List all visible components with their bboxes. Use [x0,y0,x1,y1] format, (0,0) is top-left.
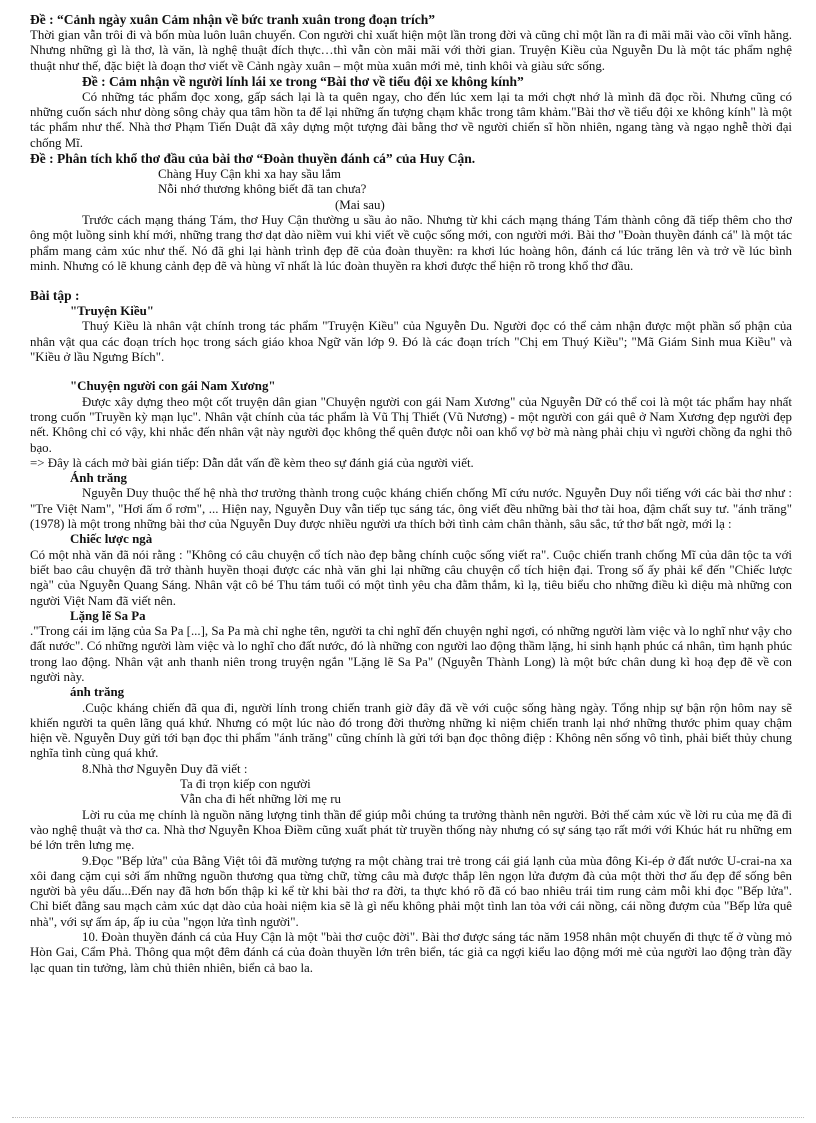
verse-line-1: Chàng Huy Cận khi xa hay sầu lắm [158,167,341,182]
paragraph-anh-trang-2: .Cuộc kháng chiến đã qua đi, người lính trong chiến tranh giờ đây đã về với cuộc sống hàng ngày. Tổng nhịp sự bận rộn hôm nay sẽ khiến người ta quên lãng quá khứ. Nhưng có một lúc nào đó trong đời thường những kỉ niệm chiến tranh lại nhớ những thước phim quay chậm hiện về. Nguyễn Duy gửi tới bạn đọc thi phẩm "ánh trăng" cũng chính là gửi tới bạn đọc thông điệp : Không nên sống vô tình, phải biết thủy chung nghĩa tình cùng quá khứ. [30,700,792,761]
subheading-nam-xuong: "Chuyện người con gái Nam Xương" [70,379,276,394]
paragraph-nam-xuong: Được xây dựng theo một cốt truyện dân gian "Chuyện người con gái Nam Xương" của Nguyễn Dữ có thể coi là một tác phẩm hay nhất trong cuốn "Truyền kỳ mạn lục". Nhân vật chính của tác phẩm là Vũ Thị Thiết (Vũ Nương) - một người con gái quê ở Nam Xương đẹp người đẹp nết. Không chỉ có vậy, khi nhắc đến nhân vật này người đọc không thể quên được nỗi oan khổ vợ bờ mà nàng phải chịu vì người chồng đa nghi thô bạo. [30,394,792,455]
essay-title-canh-ngay-xuan: Đề : “Cảnh ngày xuân Cảm nhận về bức tranh xuân trong đoạn trích” [30,12,436,27]
paragraph-truyen-kieu: Thuý Kiều là nhân vật chính trong tác phẩm "Truyện Kiều" của Nguyễn Du. Người đọc có thể cảm nhận được một phần số phận của nhân vật qua các đoạn trích học trong sách giáo khoa Ngữ văn lớp 9. Đó là các đoạn trích "Chị em Thuý Kiều"; "Mã Giám Sinh mua Kiều" và "Kiều ở lầu Ngưng Bích". [30,319,792,365]
paragraph-doan-thuyen: Trước cách mạng tháng Tám, thơ Huy Cận thường u sầu ảo não. Nhưng từ khi cách mạng tháng Tám thành công đã tiếp thêm cho thơ ông một luồng sinh khí mới, những trang thơ dạt dào niềm vui khi viết về cuộc sống mới, con người mới. Bài thơ "Đoàn thuyền đánh cá" là một tác phẩm mang cảm xúc như thế. Nó đã ghi lại hành trình đẹp đẽ của đoàn thuyền: ra khơi lúc hoàng hôn, đánh cá lúc trăng lên và trở về lúc bình minh. Nhưng có lẽ khung cảnh đẹp đẽ và hùng vĩ nhất là lúc đoàn thuyền ra khơi được thể hiện rõ trong khổ thơ đầu. [30,212,792,273]
document-page [30,12,792,976]
paragraph-tieu-doi-xe: Có những tác phẩm đọc xong, gấp sách lại là ta quên ngay, cho đến lúc xem lại ta mới chợt nhớ là mình đã đọc rồi. Nhưng cũng có những cuốn sách như dòng sông chảy qua tâm hồn ta để lại những ấn tượng chạm khắc trong tâm khảm."Bài thơ về tiểu đội xe không kính" là một tác phẩm như thế. Nhà thơ Phạm Tiến Duật đã xây dựng một tượng đài bằng thơ về người chiến sĩ hồn nhiên, ngang tàng và ngạo nghễ thời đại chống Mĩ. [30,89,792,150]
exercise-heading: Bài tập : [30,288,80,304]
subheading-chiec-luoc-nga: Chiếc lược ngà [70,532,153,547]
paragraph-canh-ngay-xuan: Thời gian vẫn trôi đi và bốn mùa luôn luân chuyển. Con người chỉ xuất hiện một lần trong đời và cũng chỉ một lần ra đi mãi mãi vào cõi vĩnh hằng. Nhưng những gì là thơ, là văn, là nghệ thuật đích thực…thì vẫn còn mãi mãi với thời gian. Truyện Kiều của Nguyễn Du là một tác phẩm nghệ thuật như thế, đặc biệt là đoạn thơ viết về Cảnh ngày xuân – một mùa xuân mới mẻ, tinh khôi và giàu sức sống. [30,28,792,73]
essay-title-tieu-doi-xe: Đề : Cảm nhận về người lính lái xe trong “Bài thơ về tiểu đội xe không kính” [82,73,524,89]
verse-line-2: Nỗi nhớ thương không biết đã tan chưa? [158,182,367,197]
paragraph-chiec-luoc-nga: Có một nhà văn đã nói rằng : "Không có câu chuyện cổ tích nào đẹp bằng chính cuộc sống viết ra". Cuộc chiến tranh chống Mĩ của dân tộc ta với biết bao câu chuyện đã trở thành huyền thoại được các nhà văn ghi lại những câu chuyện cổ tích hiện đại. Trong số ấy phải kể đến "Chiếc lược ngà" của Nguyễn Quang Sáng. Nhân vật cô bé Thu tám tuổi có một tình yêu cha đằm thắm, kì lạ, tiêu biểu cho những điều kì diệu mà những con người Việt Nam đã viết nên. [30,547,792,608]
subheading-anh-trang: Ánh trăng [70,471,127,486]
item-8-verse-1: Ta đi trọn kiếp con người [180,777,311,792]
subheading-lang-le-sa-pa: Lặng lẽ Sa Pa [70,608,146,623]
paragraph-anh-trang: Nguyễn Duy thuộc thế hệ nhà thơ trưởng thành trong cuộc kháng chiến chống Mĩ cứu nước. Nguyễn Duy nổi tiếng với các bài thơ như : "Tre Việt Nam", "Hơi ấm ổ rơm", ... Hiện nay, Nguyễn Duy vẫn tiếp tục sáng tác, ông viết đều những bài thơ tài hoa, đậm chất suy tư. "ánh trăng" (1978) là một trong những bài thơ của Nguyễn Duy được nhiều người ưa thích bởi tình cảm chân thành, sâu sắc, tứ thơ bất ngờ, mới lạ : [30,486,792,532]
essay-title-doan-thuyen: Đề : Phân tích khổ thơ đầu của bài thơ “Đoàn thuyền đánh cá” của Huy Cận. [30,151,476,167]
note-mo-bai: => Đây là cách mở bài gián tiếp: Dẫn dắt vấn đề kèm theo sự đánh giá của người viết. [30,455,474,470]
paragraph-lang-le-sa-pa: ."Trong cái im lặng của Sa Pa [...], Sa Pa mà chỉ nghe tên, người ta chỉ nghĩ đến chuyện nghỉ ngơi, có những người làm việc và lo nghĩ như vậy cho đất nước". Có những người làm việc và lo nghĩ cho đất nước, đó là những con người lao động thầm lặng, hi sinh hạnh phúc cá nhân, tìm hạnh phúc trong lao động. Nhân vật anh thanh niên trong truyện ngắn "Lặng lẽ Sa Pa" (Nguyễn Thành Long) là một bức chân dung kì hoạ đẹp đẽ về con người này. [30,624,792,684]
page-bottom-rule [12,1117,804,1118]
paragraph-item-10: 10. Đoàn thuyền đánh cá của Huy Cận là một "bài thơ cuộc đời". Bài thơ được sáng tác năm 1958 nhân một chuyến đi thực tế ở vùng mỏ Hòn Gai, Cẩm Phả. Thông qua một đêm đánh cá của đoàn thuyền lớn trên biển, tác giả ca ngợi kiểu lao động mới mẻ của người lao động tràn đầy lạc quan tin tưởng, làm chủ thiên nhiên, biển cả bao la. [30,930,792,975]
item-8-heading: 8.Nhà thơ Nguyễn Duy đã viết : [82,761,248,776]
subheading-truyen-kieu: "Truyện Kiều" [70,304,154,319]
subheading-anh-trang-2: ánh trăng [70,685,125,700]
paragraph-item-8: Lời ru của mẹ chính là nguồn năng lượng tinh thần để giúp mỗi chúng ta trưởng thành nên người. Bởi thế cảm xúc về lời ru của mẹ đã đi vào nghệ thuật và thơ ca. Nhà thơ Nguyễn Khoa Điềm cũng xuất phát từ truyền thống này nhưng có sự sáng tạo rất mới với Khúc hát ru những em bé lớn trên lưng mẹ. [30,807,792,853]
paragraph-item-9: 9.Đọc "Bếp lửa" của Bằng Việt tôi đã mường tượng ra một chàng trai trẻ trong cái giá lạnh của mùa đông Ki-ép ở đất nước U-crai-na xa xôi đang cặm cụi sởi ấm những nguồn thương qua từng chữ, từng câu mà được thắp lên ngọn lửa đượm đà của một thời thơ ấu đẹp để sống bên người bà yêu dấu...Đến nay đã hơn bốn thập kỉ kể từ khi bài thơ ra đời, ta thực khó rõ đã có bao nhiêu trái tim rung cảm mỗi khi đọc "Bếp lửa". Chỉ biết đằng sau mạch cảm xúc dạt dào của hoài niệm kia sẽ là gì nếu không phải một tình lan tỏa với cái nồng, cái nồng đượm của "Bếp lửa quê nhà", với sự ấm áp, ấp iu của "ngọn lửa tình người". [30,853,792,929]
verse-source: (Mai sau) [335,197,385,212]
item-8-verse-2: Vẫn cha đi hết những lời mẹ ru [180,792,341,807]
